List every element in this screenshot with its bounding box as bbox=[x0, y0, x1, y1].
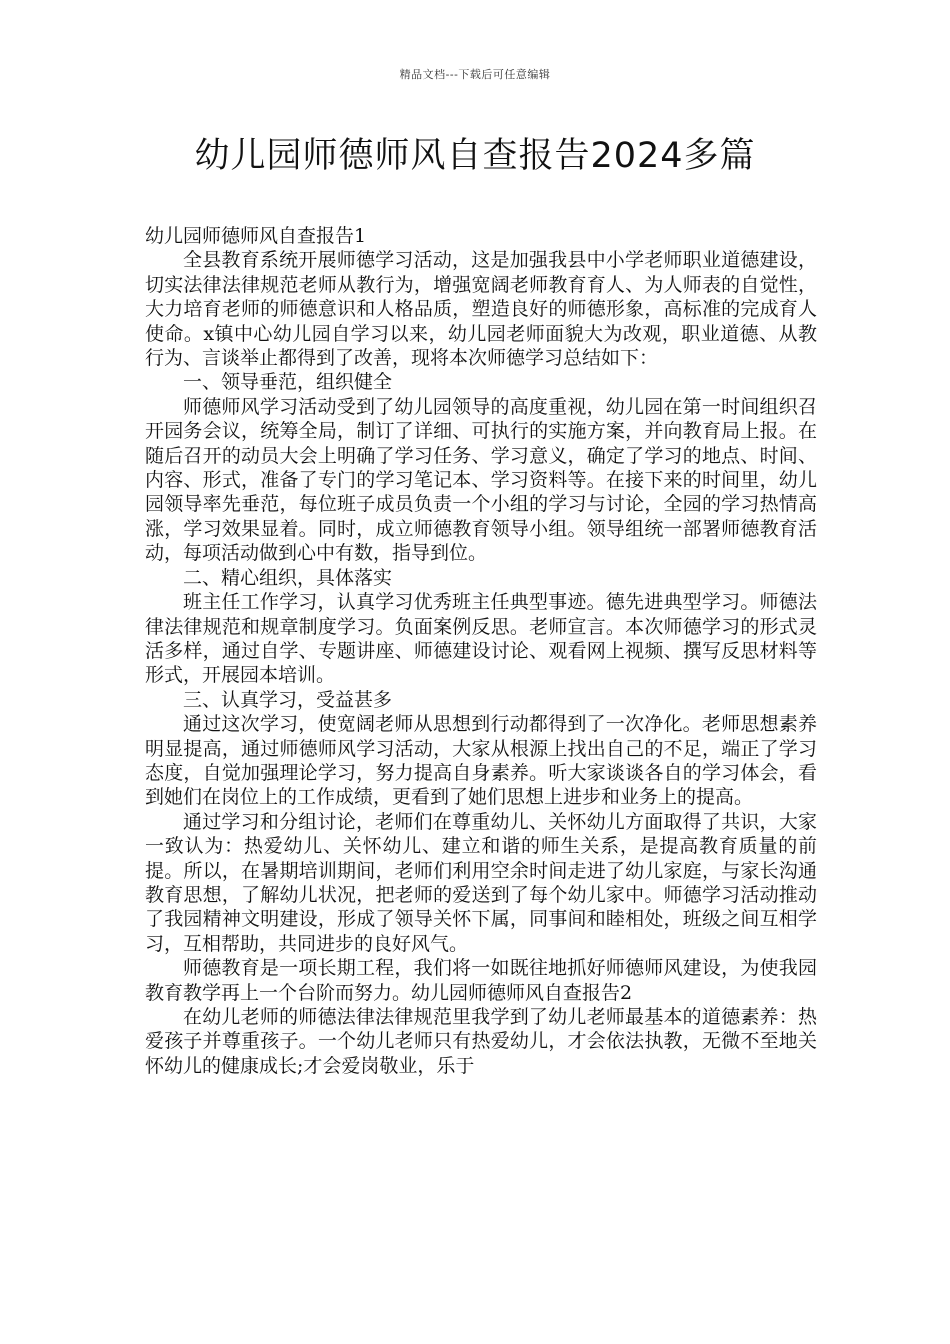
section-heading: 三、认真学习，受益甚多 bbox=[183, 688, 393, 711]
header-note: 精品文档---下载后可任意编辑 bbox=[399, 68, 551, 81]
paragraph: 全县教育系统开展师德学习活动，这是加强我县中小学老师职业道德建设，切实法律法律规范老师从教行为，增强宽阔老师教育育人、为人师表的自觉性，大力培育老师的师德意识和人格品质，塑造良好的师德形象，高标准的完成育人使命。x镇中心幼儿园自学习以来，幼儿园老师面貌大为改观，职业道德、从教行为、言谈举止都得到了改善，现将本次师德学习总结如下： bbox=[145, 249, 817, 370]
paragraph: 幼儿园师德师风自查报告1 bbox=[145, 225, 367, 247]
document-title: 幼儿园师德师风自查报告2024多篇 bbox=[194, 136, 756, 176]
paragraph: 在幼儿老师的师德法律法律规范里我学到了幼儿老师最基本的道德素养：热爱孩子并尊重孩子。一个幼儿老师只有热爱幼儿，才会依法执教，无微不至地关怀幼儿的健康成长;才会爱岗敬业，乐于 bbox=[145, 1006, 817, 1077]
document-body bbox=[145, 224, 817, 1078]
section-heading: 一、领导垂范，组织健全 bbox=[183, 371, 393, 394]
paragraph: 通过这次学习，使宽阔老师从思想到行动都得到了一次净化。老师思想素养明显提高，通过师德师风学习活动，大家从根源上找出自己的不足，端正了学习态度，自觉加强理论学习，努力提高自身素养。听大家谈谈各自的学习体会，看到她们在岗位上的工作成绩，更看到了她们思想上进步和业务上的提高。 bbox=[145, 713, 817, 809]
paragraph: 师德教育是一项长期工程，我们将一如既往地抓好师德师风建设，为使我园教育教学再上一个台阶而努力。幼儿园师德师风自查报告2 bbox=[145, 957, 817, 1004]
paragraph: 通过学习和分组讨论，老师们在尊重幼儿、关怀幼儿方面取得了共识，大家一致认为：热爱幼儿、关怀幼儿、建立和谐的师生关系，是提高教育质量的前提。所以，在暑期培训期间，老师们利用空余时间走进了幼儿家庭，与家长沟通教育思想，了解幼儿状况，把老师的爱送到了每个幼儿家中。师德学习活动推动了我园精神文明建设，形成了领导关怀下属，同事间和睦相处，班级之间互相学习，互相帮助，共同进步的良好风气。 bbox=[145, 810, 817, 955]
paragraph: 班主任工作学习，认真学习优秀班主任典型事迹。德先进典型学习。师德法律法律规范和规章制度学习。负面案例反思。老师宣言。本次师德学习的形式灵活多样，通过自学、专题讲座、师德建设讨论、观看网上视频、撰写反思材料等形式，开展园本培训。 bbox=[145, 591, 817, 687]
paragraph: 师德师风学习活动受到了幼儿园领导的高度重视，幼儿园在第一时间组织召开园务会议，统筹全局，制订了详细、可执行的实施方案，并向教育局上报。在随后召开的动员大会上明确了学习任务、学习意义，确定了学习的地点、时间、内容、形式，准备了专门的学习笔记本、学习资料等。在接下来的时间里，幼儿园领导率先垂范，每位班子成员负责一个小组的学习与讨论，全园的学习热情高涨，学习效果显着。同时，成立师德教育领导小组。领导组统一部署师德教育活动，每项活动做到心中有数，指导到位。 bbox=[145, 395, 817, 565]
section-heading: 二、精心组织，具体落实 bbox=[183, 566, 393, 589]
